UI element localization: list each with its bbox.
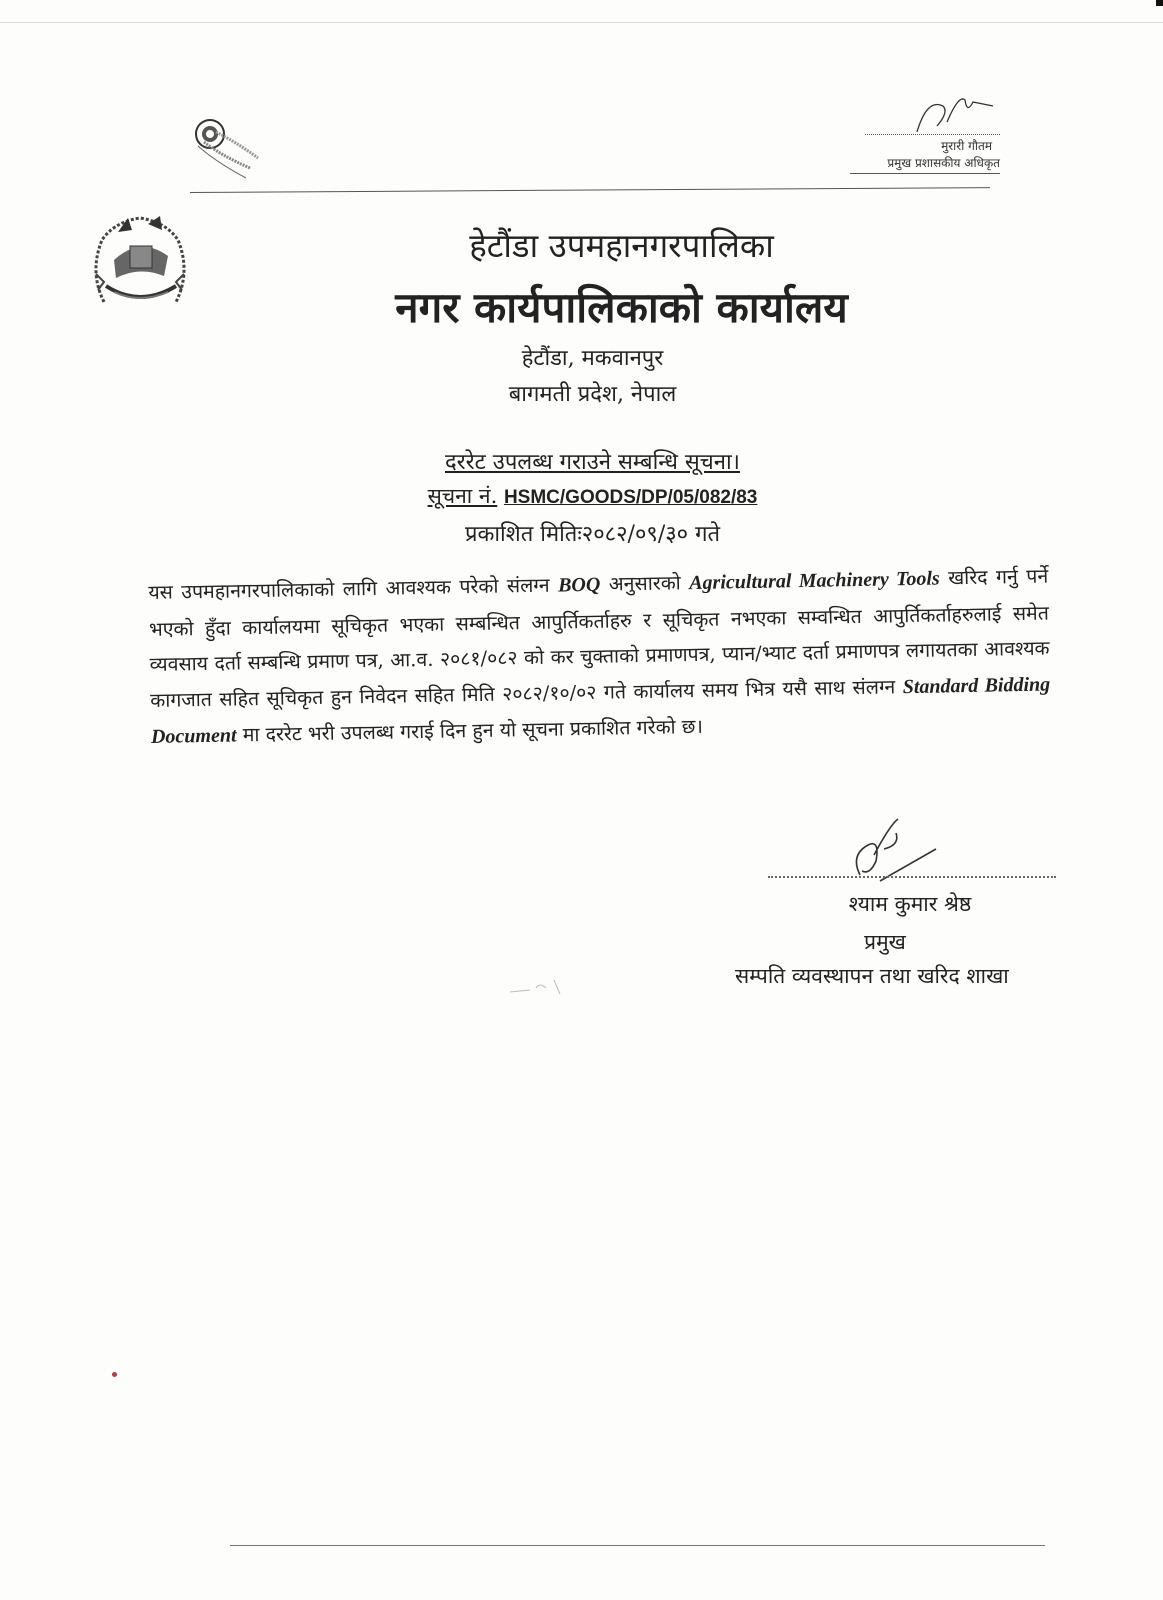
notice-body <box>148 559 1051 756</box>
boq-term: BOQ <box>557 573 601 597</box>
published-date: प्रकाशित मितिः२०८२/०९/३० गते <box>464 522 721 547</box>
notice-number-label: सूचना नं. <box>427 484 498 508</box>
cao-signature-icon <box>907 92 997 136</box>
notice-number <box>0 482 1163 510</box>
signatory-name: श्याम कुमार श्रेष्ठ <box>848 892 972 916</box>
bidding-document-term: Standard Bidding Document <box>150 672 1051 748</box>
signatory-department: सम्पति व्यवस्थापन तथा खरिद शाखा <box>735 964 1009 988</box>
procurement-item: Agricultural Machinery Tools <box>689 567 940 595</box>
scan-edge-line <box>0 22 1163 23</box>
cao-signature-line <box>865 98 1000 135</box>
faint-stamp-smudge-icon <box>500 972 570 1002</box>
notice-number-value: HSMC/GOODS/DP/05/082/83 <box>503 487 758 508</box>
body-text-part: खरिद गर्नु पर्ने भएको हुँदा कार्यालयमा सूचिकृत भएका सम्बन्धित आपुर्तिकर्ताहरु र सूचिकृत नभएका सम्वन्धित आपुर्तिकर्ताहरुलाई समेत व्यवसाय दर्ता सम्बन्धि प्रमाण पत्र, आ.व. २०८१/०८२ को कर चुक्ताको प्रमाणपत्र, प्यान/भ्याट दर्ता प्रमाणपत्र लगायतका आवश्यक कागजात सहित सूचिकृत हुन निवेदन सहित मिति २०८२/१०/०२ गते कार्यालय समय भित्र यसै साथ संलग्न <box>148 564 1050 712</box>
body-text-part: मा दररेट भरी उपलब्ध गराई दिन हुन यो सूचना प्रकाशित गरेको छ। <box>236 714 704 747</box>
address-line-2: बागमती प्रदेश, नेपाल <box>508 382 677 407</box>
ink-speck <box>112 1372 117 1377</box>
body-text-part: यस उपमहानगरपालिकाको लागि आवश्यक परेको संलग्न <box>148 573 559 604</box>
cao-title: प्रमुख प्रशासकीय अधिकृत <box>850 154 1000 174</box>
hetauda-sub-metropolitan-stamp-icon <box>186 112 274 182</box>
municipality-name: हेटौंडा उपमहानगरपालिका <box>469 226 774 265</box>
office-title: नगर कार्यपालिकाको कार्यालय <box>395 283 848 332</box>
letterhead-divider <box>190 187 990 193</box>
signatory-role: प्रमुख <box>864 930 906 954</box>
footer-divider <box>230 1545 1045 1546</box>
notice-subject: दररेट उपलब्ध गराउने सम्बन्धि सूचना। <box>445 450 740 475</box>
cao-signature-block <box>850 98 1000 188</box>
cao-name: मुरारी गौतम <box>941 139 992 153</box>
address-line-1: हेटौंडा, मकवानपुर <box>521 346 664 371</box>
scan-corner-mark <box>1156 0 1163 6</box>
signatory-signature-icon <box>840 815 940 885</box>
body-text-part: अनुसारको <box>600 571 690 596</box>
signatory-signature-line <box>768 876 1056 878</box>
